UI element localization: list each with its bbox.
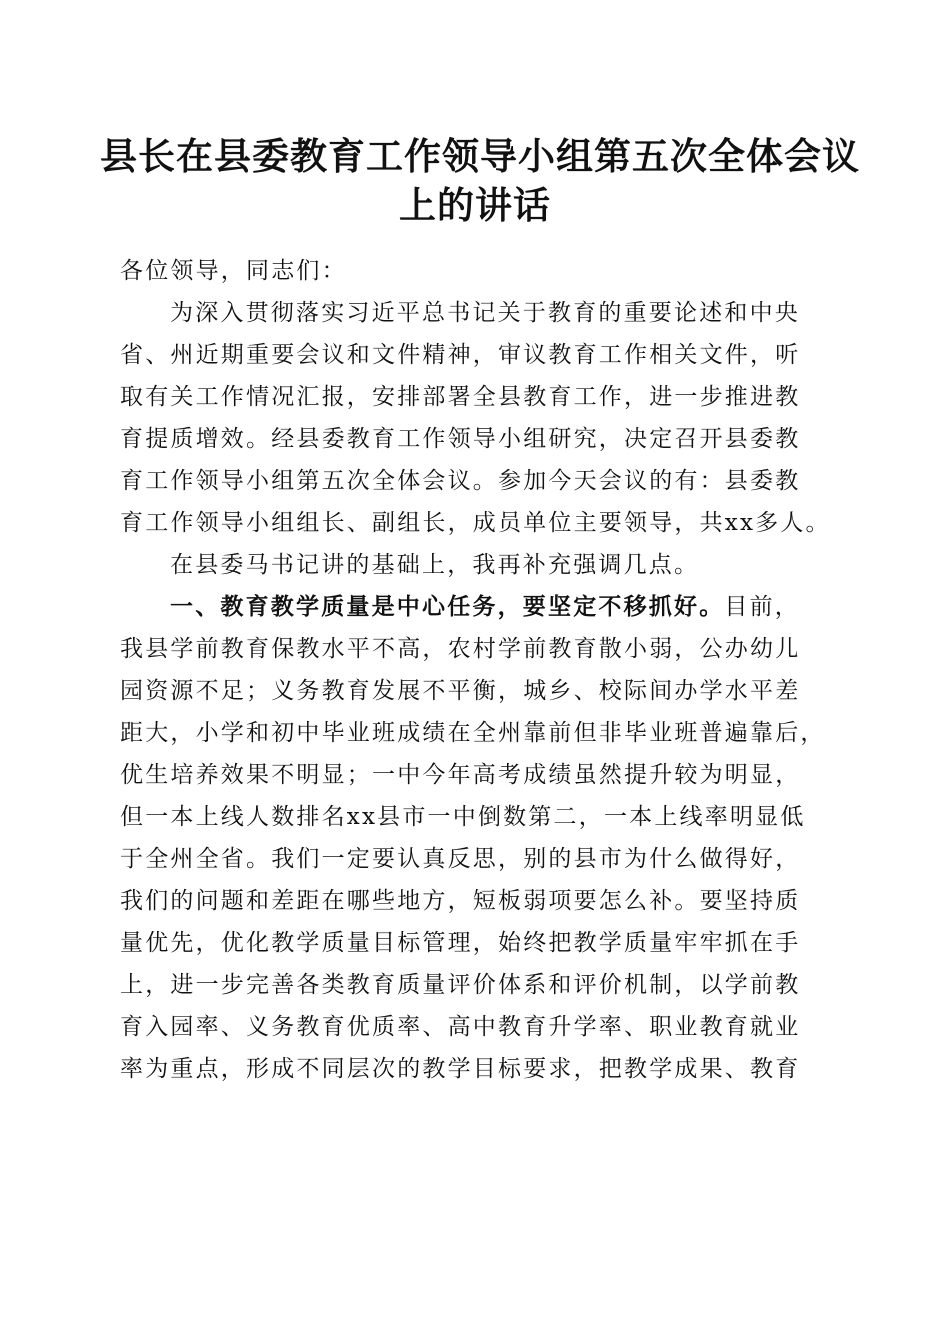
paragraph-line: 我们的问题和差距在哪些地方，短板弱项要怎么补。要坚持质 — [120, 888, 801, 914]
paragraph-line: 上，进一步完善各类教育质量评价体系和评价机制，以学前教 — [120, 972, 801, 998]
paragraph-line: 育入园率、义务教育优质率、高中教育升学率、职业教育就业 — [120, 1014, 801, 1040]
paragraph-line: 优生培养效果不明显；一中今年高考成绩虽然提升较为明显， — [120, 762, 801, 788]
paragraph-line: 取有关工作情况汇报，安排部署全县教育工作，进一步推进教 — [120, 384, 801, 410]
document-title — [100, 132, 860, 230]
title-line-1: 县长在县委教育工作领导小组第五次全体会议 — [100, 134, 860, 178]
section-heading: 一、教育教学质量是中心任务，要坚定不移抓好。 — [170, 594, 725, 620]
paragraph-line: 但一本上线人数排名xx县市一中倒数第二，一本上线率明显低 — [120, 804, 806, 830]
paragraph-line: 省、州近期重要会议和文件精神，审议教育工作相关文件，听 — [120, 342, 801, 368]
paragraph-line: 园资源不足；义务教育发展不平衡，城乡、校际间办学水平差 — [120, 678, 801, 704]
paragraph-line: 于全州全省。我们一定要认真反思，别的县市为什么做得好， — [120, 846, 801, 872]
paragraph-line: 育提质增效。经县委教育工作领导小组研究，决定召开县委教 — [120, 426, 801, 452]
document-body — [120, 250, 832, 1090]
section-heading-tail: 目前， — [724, 594, 801, 620]
section-heading-line — [120, 586, 832, 628]
paragraph-line: 为深入贯彻落实习近平总书记关于教育的重要论述和中央 — [170, 300, 800, 326]
paragraph-line: 育工作领导小组组长、副组长，成员单位主要领导，共xx多人。 — [120, 510, 831, 536]
paragraph-line: 量优先，优化教学质量目标管理，始终把教学质量牢牢抓在手 — [120, 930, 801, 956]
paragraph-line: 育工作领导小组第五次全体会议。参加今天会议的有：县委教 — [120, 468, 801, 494]
paragraph-line: 我县学前教育保教水平不高，农村学前教育散小弱，公办幼儿 — [120, 636, 801, 662]
salutation: 各位领导，同志们： — [120, 258, 347, 284]
paragraph-line: 在县委马书记讲的基础上，我再补充强调几点。 — [170, 552, 700, 578]
paragraph-line: 距大，小学和初中毕业班成绩在全州靠前但非毕业班普遍靠后， — [120, 720, 826, 746]
paragraph-line: 率为重点，形成不同层次的教学目标要求，把教学成果、教育 — [120, 1056, 801, 1082]
title-line-2: 上的讲话 — [399, 183, 551, 227]
